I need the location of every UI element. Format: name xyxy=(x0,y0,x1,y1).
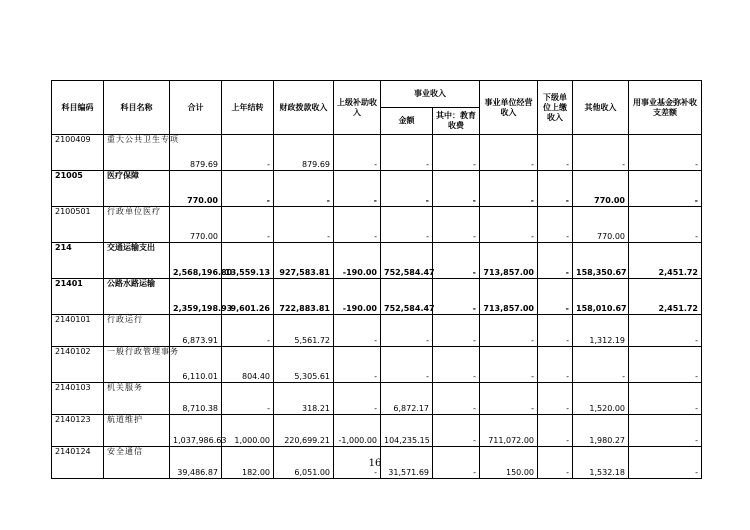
cell-other: 770.00 xyxy=(573,207,629,243)
header-subordinate: 下级单位上缴收入 xyxy=(538,81,573,135)
cell-code: 2140102 xyxy=(52,347,104,383)
cell-carryover: 9,601.26 xyxy=(222,279,274,315)
cell-edu: - xyxy=(433,415,480,447)
cell-amount: 752,584.47 xyxy=(381,243,433,279)
cell-amount: - xyxy=(381,135,433,171)
cell-amount: 6,872.17 xyxy=(381,383,433,415)
cell-carryover: 1,000.00 xyxy=(222,415,274,447)
table-row xyxy=(52,207,702,243)
cell-code: 2140124 xyxy=(52,447,104,479)
table-row xyxy=(52,347,702,383)
cell-superior: -1,000.00 xyxy=(334,415,381,447)
cell-name xyxy=(104,383,170,415)
cell-amount: - xyxy=(381,315,433,347)
cell-code: 21005 xyxy=(52,171,104,207)
cell-fiscal: 879.69 xyxy=(274,135,334,171)
header-fund-balance: 用事业基金弥补收支差额 xyxy=(629,81,702,135)
cell-name-text: 重大公共卫生专项 xyxy=(107,135,179,144)
cell-carryover: - xyxy=(222,207,274,243)
cell-edu: - xyxy=(433,243,480,279)
table-row xyxy=(52,315,702,347)
cell-operating: 711,072.00 xyxy=(480,415,538,447)
cell-total: 2,359,198.93 xyxy=(170,279,222,315)
cell-superior: -190.00 xyxy=(334,243,381,279)
cell-name xyxy=(104,135,179,171)
cell-subordinate: - xyxy=(538,415,573,447)
cell-fiscal: 722,883.81 xyxy=(274,279,334,315)
cell-total: 6,110.01 xyxy=(170,347,222,383)
cell-carryover: 804.40 xyxy=(222,347,274,383)
cell-fund: 2,451.72 xyxy=(629,279,702,315)
cell-subordinate: - xyxy=(538,171,573,207)
cell-fiscal: 927,583.81 xyxy=(274,243,334,279)
cell-fiscal: 6,051.00 xyxy=(274,447,334,479)
cell-other: 1,532.18 xyxy=(573,447,629,479)
cell-superior: - xyxy=(334,135,381,171)
cell-name xyxy=(104,315,170,347)
header-superior-subsidy: 上级补助收入 xyxy=(334,81,381,135)
cell-amount: - xyxy=(381,347,433,383)
cell-name-text: 航道维护 xyxy=(107,415,143,424)
cell-other: - xyxy=(573,135,629,171)
cell-fund: - xyxy=(629,447,702,479)
cell-code: 2140101 xyxy=(52,315,104,347)
cell-carryover: - xyxy=(222,383,274,415)
cell-name-text: 行政运行 xyxy=(107,315,143,324)
cell-edu: - xyxy=(433,315,480,347)
cell-amount: - xyxy=(381,171,433,207)
cell-fiscal: - xyxy=(274,207,334,243)
cell-carryover: 13,559.13 xyxy=(222,243,274,279)
cell-fiscal: - xyxy=(274,171,334,207)
cell-carryover: - xyxy=(222,135,274,171)
cell-fiscal: 5,305.61 xyxy=(274,347,334,383)
cell-edu: - xyxy=(433,383,480,415)
table-row xyxy=(52,171,702,207)
cell-fund: - xyxy=(629,347,702,383)
cell-operating: - xyxy=(480,383,538,415)
cell-other: 770.00 xyxy=(573,171,629,207)
cell-total: 8,710.38 xyxy=(170,383,222,415)
cell-total: 39,486.87 xyxy=(170,447,222,479)
cell-fund: - xyxy=(629,415,702,447)
cell-fund: - xyxy=(629,171,702,207)
cell-edu: - xyxy=(433,447,480,479)
cell-total: 879.69 xyxy=(170,135,222,171)
cell-name-text: 公路水路运输 xyxy=(107,279,155,288)
cell-operating: - xyxy=(480,135,538,171)
cell-fiscal: 318.21 xyxy=(274,383,334,415)
cell-edu: - xyxy=(433,207,480,243)
cell-total: 1,037,986.63 xyxy=(170,415,222,447)
cell-amount: 31,571.69 xyxy=(381,447,433,479)
cell-operating: 713,857.00 xyxy=(480,243,538,279)
cell-superior: - xyxy=(334,171,381,207)
cell-name-text: 一般行政管理事务 xyxy=(107,347,179,356)
cell-code: 2100409 xyxy=(52,135,104,171)
cell-name xyxy=(104,279,170,315)
table-row xyxy=(52,135,702,171)
header-code: 科目编码 xyxy=(52,81,104,135)
cell-edu: - xyxy=(433,279,480,315)
cell-operating: 150.00 xyxy=(480,447,538,479)
budget-table xyxy=(51,80,702,479)
cell-amount: - xyxy=(381,207,433,243)
cell-fund: - xyxy=(629,207,702,243)
header-unit-operating: 事业单位经营收入 xyxy=(480,81,538,135)
header-edu-fee: 其中：教育收费 xyxy=(433,108,480,135)
cell-name xyxy=(104,171,170,207)
cell-subordinate: - xyxy=(538,447,573,479)
cell-total: 770.00 xyxy=(170,171,222,207)
cell-subordinate: - xyxy=(538,315,573,347)
cell-total: 770.00 xyxy=(170,207,222,243)
cell-fiscal: 220,699.21 xyxy=(274,415,334,447)
cell-fund: - xyxy=(629,315,702,347)
cell-other: 158,010.67 xyxy=(573,279,629,315)
cell-fund: 2,451.72 xyxy=(629,243,702,279)
header-carryover: 上年结转 xyxy=(222,81,274,135)
cell-name-text: 交通运输支出 xyxy=(107,243,155,252)
cell-other: 1,312.19 xyxy=(573,315,629,347)
cell-name-text: 行政单位医疗 xyxy=(107,207,161,216)
cell-carryover: - xyxy=(222,315,274,347)
cell-code: 2140103 xyxy=(52,383,104,415)
cell-fiscal: 5,561.72 xyxy=(274,315,334,347)
cell-name xyxy=(104,415,170,447)
cell-code: 214 xyxy=(52,243,104,279)
cell-subordinate: - xyxy=(538,207,573,243)
cell-other: 1,520.00 xyxy=(573,383,629,415)
cell-name xyxy=(104,243,170,279)
cell-subordinate: - xyxy=(538,135,573,171)
cell-operating: - xyxy=(480,207,538,243)
cell-superior: -190.00 xyxy=(334,279,381,315)
header-fiscal: 财政拨款收入 xyxy=(274,81,334,135)
cell-total: 6,873.91 xyxy=(170,315,222,347)
cell-name-text: 医疗保障 xyxy=(107,171,139,180)
cell-carryover: - xyxy=(222,171,274,207)
cell-subordinate: - xyxy=(538,383,573,415)
cell-name xyxy=(104,347,179,383)
cell-operating: 713,857.00 xyxy=(480,279,538,315)
table-header xyxy=(52,81,702,135)
table-body xyxy=(52,135,702,479)
cell-amount: 752,584.47 xyxy=(381,279,433,315)
cell-superior: - xyxy=(334,207,381,243)
cell-name-text: 机关服务 xyxy=(107,383,143,392)
cell-total: 2,568,196.80 xyxy=(170,243,222,279)
cell-other: - xyxy=(573,347,629,383)
cell-amount: 104,235.15 xyxy=(381,415,433,447)
cell-code: 2140123 xyxy=(52,415,104,447)
header-other: 其他收入 xyxy=(573,81,629,135)
table-row xyxy=(52,383,702,415)
cell-superior: - xyxy=(334,383,381,415)
cell-operating: - xyxy=(480,347,538,383)
cell-edu: - xyxy=(433,135,480,171)
cell-superior: - xyxy=(334,347,381,383)
cell-code: 21401 xyxy=(52,279,104,315)
header-amount: 金额 xyxy=(381,108,433,135)
cell-other: 158,350.67 xyxy=(573,243,629,279)
table-row xyxy=(52,243,702,279)
page-number: 16 xyxy=(368,458,382,469)
cell-operating: - xyxy=(480,315,538,347)
header-business-income: 事业收入 xyxy=(381,81,480,108)
cell-subordinate: - xyxy=(538,347,573,383)
table-row xyxy=(52,415,702,447)
cell-edu: - xyxy=(433,171,480,207)
cell-fund: - xyxy=(629,383,702,415)
header-name: 科目名称 xyxy=(104,81,170,135)
cell-carryover: 182.00 xyxy=(222,447,274,479)
cell-subordinate: - xyxy=(538,279,573,315)
cell-superior: - xyxy=(334,447,381,479)
cell-name xyxy=(104,207,170,243)
cell-code: 2100501 xyxy=(52,207,104,243)
header-total: 合计 xyxy=(170,81,222,135)
cell-subordinate: - xyxy=(538,243,573,279)
table-row xyxy=(52,279,702,315)
cell-edu: - xyxy=(433,347,480,383)
cell-superior: - xyxy=(334,315,381,347)
cell-fund: - xyxy=(629,135,702,171)
cell-other: 1,980.27 xyxy=(573,415,629,447)
cell-name-text: 安全通信 xyxy=(107,447,143,456)
cell-operating: - xyxy=(480,171,538,207)
